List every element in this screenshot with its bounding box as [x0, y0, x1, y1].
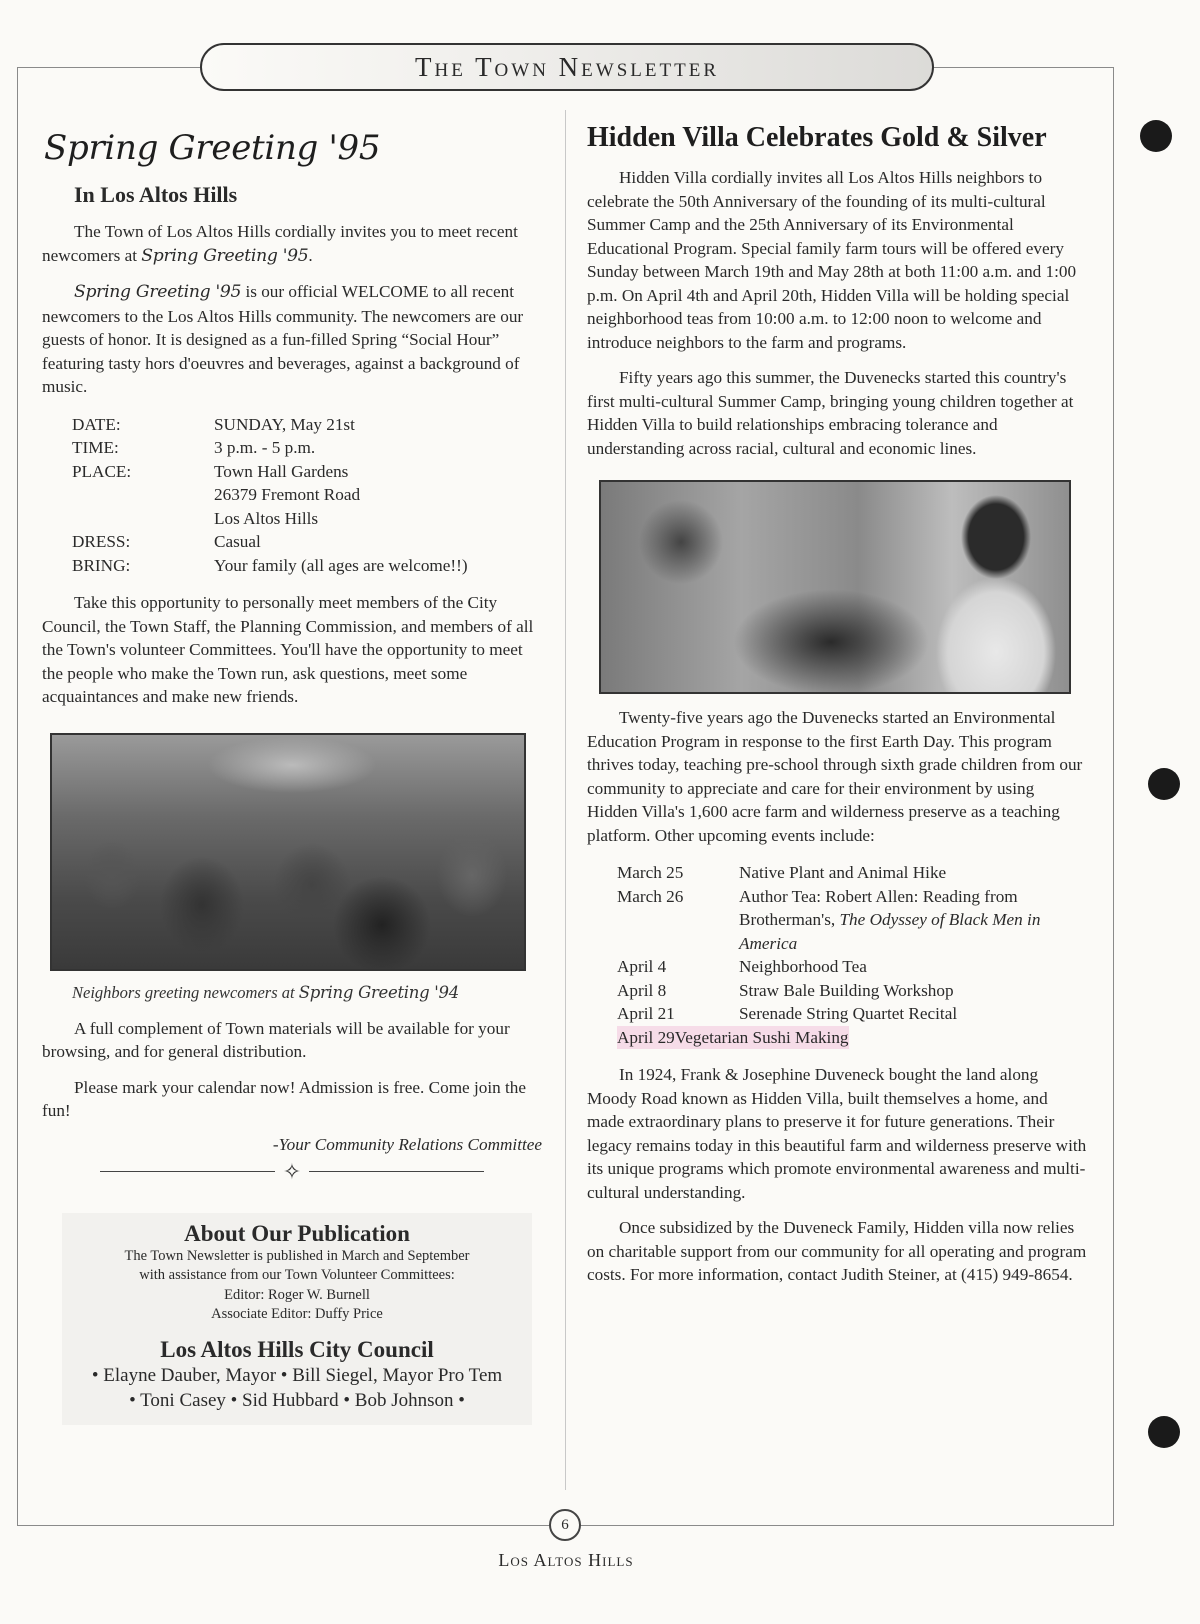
detail-value: Casual — [214, 532, 261, 551]
event-row — [617, 861, 1087, 885]
detail-label: BRING: — [72, 555, 131, 575]
detail-row — [72, 460, 542, 484]
divider-line — [309, 1171, 484, 1172]
council-members: • Toni Casey • Sid Hubbard • Bob Johnson • — [129, 1389, 465, 1411]
divider-line — [100, 1171, 275, 1172]
binder-hole — [1148, 768, 1180, 800]
materials-paragraph: A full complement of Town materials will be available for your browsing, and for general distribution. — [42, 1018, 510, 1061]
event-date: April 21 — [617, 1004, 675, 1023]
detail-value: 26379 Fremont Road — [214, 485, 361, 504]
welcome-script-text: Spring Greeting '95 — [74, 282, 242, 302]
upcoming-events — [617, 861, 1087, 1049]
caption-script-text: Spring Greeting '94 — [298, 982, 459, 1002]
intro-script-text: Spring Greeting '95 — [141, 245, 309, 266]
about-line: The Town Newsletter is published in March and September — [124, 1247, 470, 1264]
event-book-title: The Odyssey of Black Men in America — [739, 910, 1041, 953]
footer-town: Los Altos Hills — [498, 1550, 634, 1570]
detail-label: DRESS: — [72, 532, 131, 551]
detail-row — [72, 483, 542, 507]
event-text-wrap — [739, 885, 1087, 956]
ornament-divider — [42, 1158, 542, 1184]
welcome-text: is our official WELCOME to all recent newcomers to the Los Altos Hills community. The newcomers are our guests of honor. It is designed as a fun-filled Spring “Social Hour” featuring tasty hors d'oeuvres and beverages, against a background of music. — [42, 282, 524, 396]
column-divider — [565, 110, 566, 1490]
newsletter-title: The Town Newsletter — [414, 52, 719, 82]
event-date: March 26 — [617, 886, 684, 906]
newsletter-header — [200, 43, 934, 91]
event-date: April 4 — [617, 957, 667, 976]
detail-label — [72, 483, 214, 507]
villa-paragraph: Hidden Villa cordially invites all Los Altos Hills neighbors to celebrate the 50th Anniversary of the founding of its multi-cultural Summer Camp and the 25th Anniversary of its Environmental Educational Program. Special family farm tours will be offered every Sunday between March 19th and May 28th at both 11:00 a.m. and 1:00 p.m. On April 4th and April 20th, Hidden Villa will be holding special neighborhood teas from 10:00 a.m. to 12:00 noon to welcome and introduce neighbors to the farm and programs. — [587, 168, 1077, 352]
event-text: Serenade String Quartet Recital — [739, 1004, 958, 1023]
spring-greeting-title: Spring Greeting '95 — [44, 128, 381, 168]
event-text: Author Tea: Robert Allen: Reading from Brotherman's, — [739, 886, 1018, 929]
detail-row — [72, 530, 542, 554]
binder-hole — [1140, 120, 1172, 152]
star-diamond-icon: ✧ — [282, 1158, 302, 1184]
photo-caption — [72, 983, 542, 1003]
about-line: Associate Editor: Duffy Price — [211, 1306, 383, 1322]
hidden-villa-photo — [599, 480, 1071, 694]
detail-value: SUNDAY, May 21st — [214, 414, 355, 434]
event-text: Native Plant and Animal Hike — [739, 863, 947, 882]
intro-end: . — [308, 245, 313, 265]
right-column — [587, 110, 1087, 1287]
detail-value: Los Altos Hills — [214, 508, 319, 528]
event-row — [617, 955, 1087, 979]
intro-text: The Town of Los Altos Hills cordially invites you to meet recent newcomers at — [42, 222, 518, 265]
villa-paragraph: Fifty years ago this summer, the Duvenecks started this country's first multi-cultural Summer Camp, bringing young children together at Hidden Villa to build relationships embracing tolerance and understanding across racial, cultural and economic lines. — [587, 368, 1074, 458]
event-date: April 8 — [617, 980, 667, 1000]
detail-label: DATE: — [72, 414, 121, 434]
hidden-villa-title: Hidden Villa Celebrates Gold & Silver — [587, 122, 1047, 153]
detail-label — [72, 507, 214, 531]
event-details — [72, 413, 542, 578]
detail-row — [72, 507, 542, 531]
left-column — [42, 110, 542, 1425]
council-members: • Elayne Dauber, Mayor • Bill Siegel, Mayor Pro Tem — [91, 1364, 503, 1386]
event-row — [617, 979, 1087, 1003]
event-highlighted: April 29Vegetarian Sushi Making — [617, 1026, 849, 1050]
signoff: -Your Community Relations Committee — [272, 1134, 542, 1154]
event-row — [617, 1026, 1087, 1050]
event-text: Neighborhood Tea — [739, 957, 867, 976]
crowd-photo — [50, 733, 526, 971]
event-row — [617, 1002, 1087, 1026]
event-row — [617, 885, 1087, 956]
detail-row — [72, 436, 542, 460]
calendar-paragraph: Please mark your calendar now! Admission is free. Come join the fun! — [42, 1077, 527, 1120]
about-title: About Our Publication — [184, 1220, 410, 1246]
detail-value: 3 p.m. - 5 p.m. — [214, 438, 316, 457]
event-text: Straw Bale Building Workshop — [739, 980, 954, 1000]
detail-label: PLACE: — [72, 461, 132, 481]
event-date: March 25 — [617, 863, 684, 882]
villa-paragraph: Once subsidized by the Duveneck Family, Hidden villa now relies on charitable support from our community for all operating and program costs. For more information, contact Judith Steiner, at (415) 949-8654. — [587, 1218, 1087, 1284]
detail-row — [72, 554, 542, 578]
villa-paragraph: Twenty-five years ago the Duvenecks started an Environmental Education Program in response to the first Earth Day. This program thrives today, teaching pre-school through sixth grade children from our community to appreciate and care for their environment by using Hidden Villa's 1,600 acre farm and wilderness preserve as a teaching platform. Other upcoming events include: — [587, 708, 1083, 845]
opportunity-paragraph: Take this opportunity to personally meet members of the City Council, the Town Staff, the Planning Commission, and members of all the Town's volunteer Committees. You'll have the opportunity to meet the people who make the Town run, ask questions, meet some acquaintances and make new friends. — [42, 593, 534, 706]
page-number: 6 — [549, 1509, 581, 1541]
council-title: Los Altos Hills City Council — [160, 1336, 434, 1362]
detail-value: Town Hall Gardens — [214, 461, 349, 481]
detail-row — [72, 413, 542, 437]
villa-paragraph: In 1924, Frank & Josephine Duveneck bought the land along Moody Road known as Hidden Villa, built themselves a home, and made extraordinary plans to preserve it for future generations. Their legacy remains today in this beautiful farm and wilderness preserve with its unique programs which promote environmental awareness and multi-cultural understanding. — [587, 1065, 1087, 1202]
about-line: Editor: Roger W. Burnell — [224, 1286, 370, 1303]
spring-greeting-subtitle: In Los Altos Hills — [74, 182, 238, 207]
about-publication-box — [62, 1213, 532, 1425]
caption-text: Neighbors greeting newcomers at — [72, 982, 299, 1002]
welcome-paragraph — [42, 280, 542, 399]
about-line: with assistance from our Town Volunteer Committees: — [139, 1267, 455, 1283]
detail-label: TIME: — [72, 438, 119, 457]
binder-hole — [1148, 1416, 1180, 1448]
intro-paragraph — [42, 220, 542, 268]
detail-value: Your family (all ages are welcome!!) — [214, 555, 468, 575]
